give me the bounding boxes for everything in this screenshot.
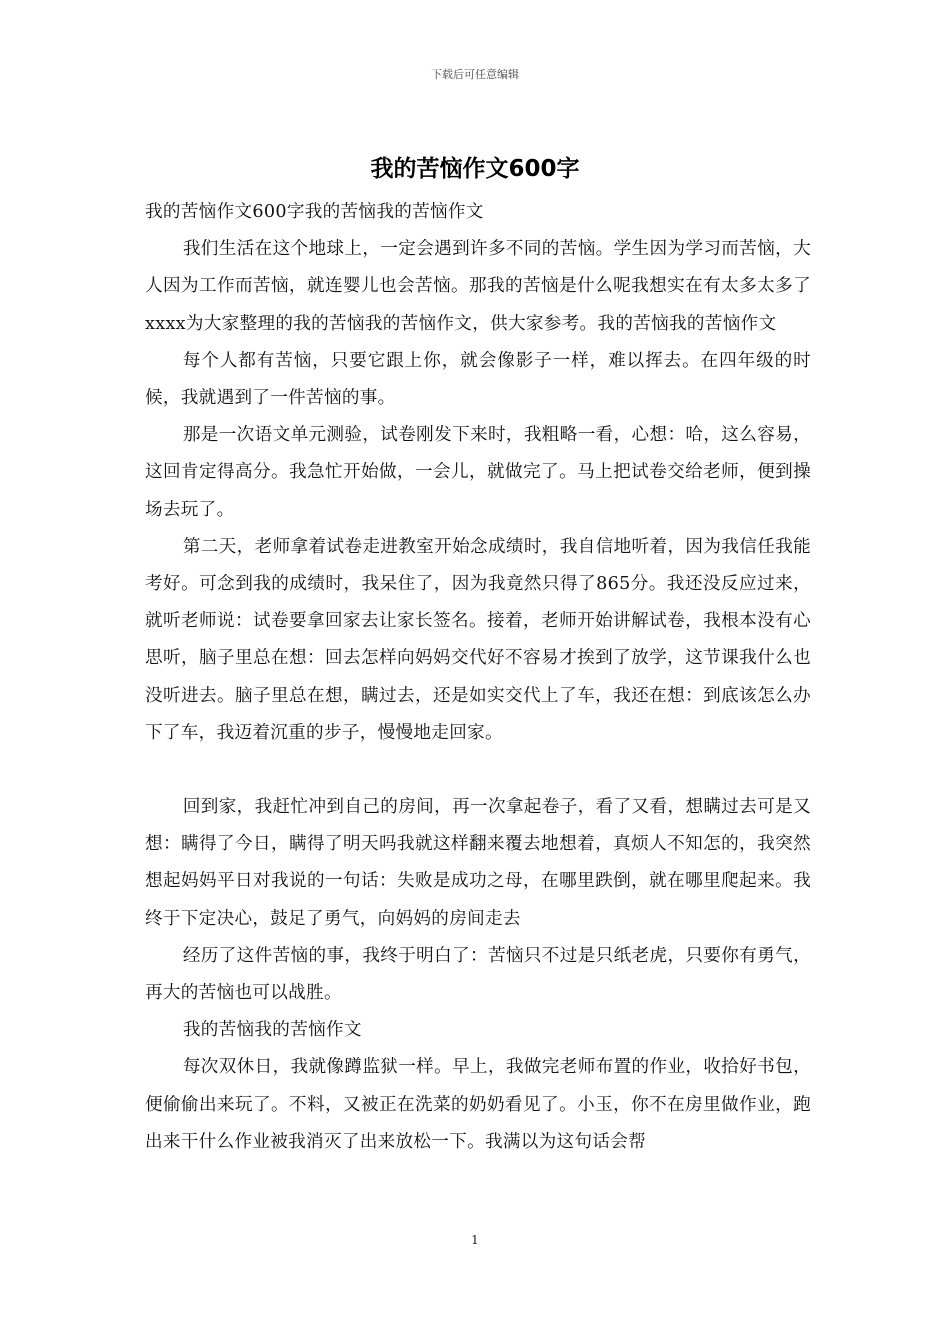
body-paragraph-subtitle: 我的苦恼作文600字我的苦恼我的苦恼作文: [145, 202, 484, 222]
body-paragraph: 我们生活在这个地球上，一定会遇到许多不同的苦恼。学生因为学习而苦恼，大人因为工作而苦恼，就连婴儿也会苦恼。那我的苦恼是什么呢我想实在有太多太多了xxxx为大家整理的我的苦恼我的苦恼作文，供大家参考。我的苦恼我的苦恼作文: [145, 239, 811, 334]
page-title: 我的苦恼作文600字: [370, 156, 580, 182]
body-paragraph: 经历了这件苦恼的事，我终于明白了：苦恼只不过是只纸老虎，只要你有勇气，再大的苦恼也可以战胜。: [145, 945, 811, 1004]
body-paragraph: 每个人都有苦恼，只要它跟上你，就会像影子一样，难以挥去。在四年级的时候，我就遇到了一件苦恼的事。: [145, 350, 811, 409]
body-paragraph: 回到家，我赶忙冲到自己的房间，再一次拿起卷子，看了又看，想瞒过去可是又想：瞒得了今日，瞒得了明天吗我就这样翻来覆去地想着，真烦人不知怎的，我突然想起妈妈平日对我说的一句话：失败是成功之母，在哪里跌倒，就在哪里爬起来。我终于下定决心，鼓足了勇气，向妈妈的房间走去: [145, 797, 811, 929]
header-note: 下载后可任意编辑: [431, 68, 519, 81]
body-paragraph: 那是一次语文单元测验，试卷刚发下来时，我粗略一看，心想：哈，这么容易，这回肯定得高分。我急忙开始做，一会儿，就做完了。马上把试卷交给老师，便到操场去玩了。: [145, 425, 811, 520]
body-paragraph: 第二天，老师拿着试卷走进教室开始念成绩时，我自信地听着，因为我信任我能考好。可念到我的成绩时，我呆住了，因为我竟然只得了865分。我还没反应过来，就听老师说：试卷要拿回家去让家长签名。接着，老师开始讲解试卷，我根本没有心思听，脑子里总在想：回去怎样向妈妈交代好不容易才挨到了放学，这节课我什么也没听进去。脑子里总在想，瞒过去，还是如实交代上了车，我还在想：到底该怎么办下了车，我迈着沉重的步子，慢慢地走回家。: [145, 536, 811, 743]
document-body: [145, 194, 811, 1161]
section-heading: 我的苦恼我的苦恼作文: [182, 1020, 362, 1041]
body-paragraph: 每次双休日，我就像蹲监狱一样。早上，我做完老师布置的作业，收拾好书包，便偷偷出来玩了。不料，又被正在洗菜的奶奶看见了。小玉，你不在房里做作业，跑出来干什么作业被我消灭了出来放松一下。我满以为这句话会帮: [145, 1057, 811, 1152]
page-number: 1: [471, 1233, 479, 1247]
